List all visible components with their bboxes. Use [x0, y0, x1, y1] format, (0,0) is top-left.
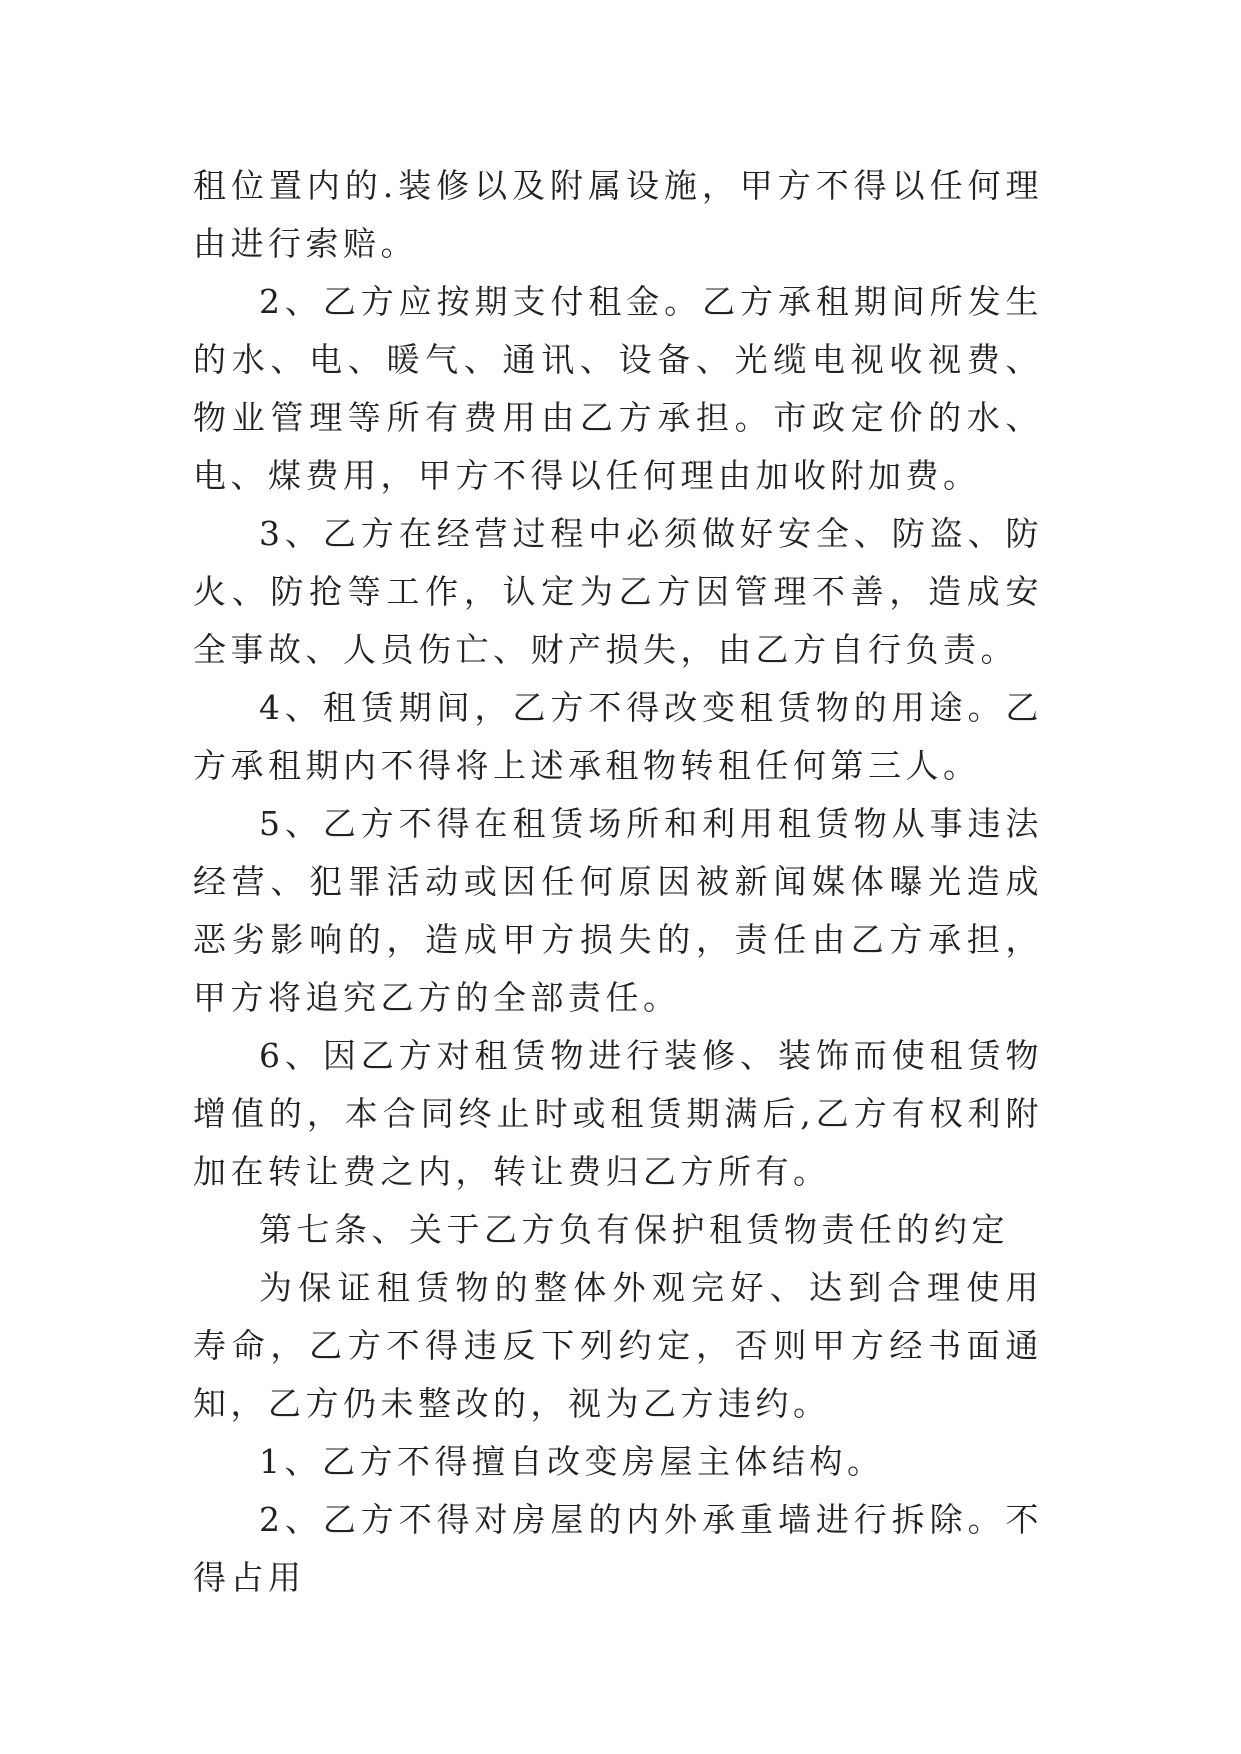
paragraph-clause-6: 6、因乙方对租赁物进行装修、装饰而使租赁物增值的，本合同终止时或租赁期满后,乙方有权利附加在转让费之内，转让费归乙方所有。 — [193, 1036, 1043, 1191]
paragraph-article-7-item-2: 2、乙方不得对房屋的内外承重墙进行拆除。不得占用 — [193, 1500, 1043, 1597]
paragraph-continuation: 租位置内的.装修以及附属设施，甲方不得以任何理由进行索赔。 — [193, 166, 1043, 263]
paragraph-clause-3: 3、乙方在经营过程中必须做好安全、防盗、防火、防抢等工作，认定为乙方因管理不善，造成安全事故、人员伤亡、财产损失，由乙方自行负责。 — [193, 514, 1043, 669]
paragraph-clause-4: 4、租赁期间，乙方不得改变租赁物的用途。乙方承租期内不得将上述承租物转租任何第三人。 — [193, 688, 1043, 785]
paragraph-article-7-intro: 为保证租赁物的整体外观完好、达到合理使用寿命，乙方不得违反下列约定，否则甲方经书面通知，乙方仍未整改的，视为乙方违约。 — [193, 1268, 1043, 1423]
paragraph-clause-5: 5、乙方不得在租赁场所和利用租赁物从事违法经营、犯罪活动或因任何原因被新闻媒体曝光造成恶劣影响的，造成甲方损失的，责任由乙方承担，甲方将追究乙方的全部责任。 — [193, 804, 1043, 1017]
paragraph-article-7-item-1: 1、乙方不得擅自改变房屋主体结构。 — [259, 1442, 885, 1481]
paragraph-clause-2: 2、乙方应按期支付租金。乙方承租期间所发生的水、电、暖气、通讯、设备、光缆电视收视费、物业管理等所有费用由乙方承担。市政定价的水、电、煤费用，甲方不得以任何理由加收附加费。 — [193, 282, 1043, 495]
section-heading-article-7: 第七条、关于乙方负有保护租赁物责任的约定 — [259, 1210, 1009, 1249]
document-body — [193, 157, 1043, 1607]
